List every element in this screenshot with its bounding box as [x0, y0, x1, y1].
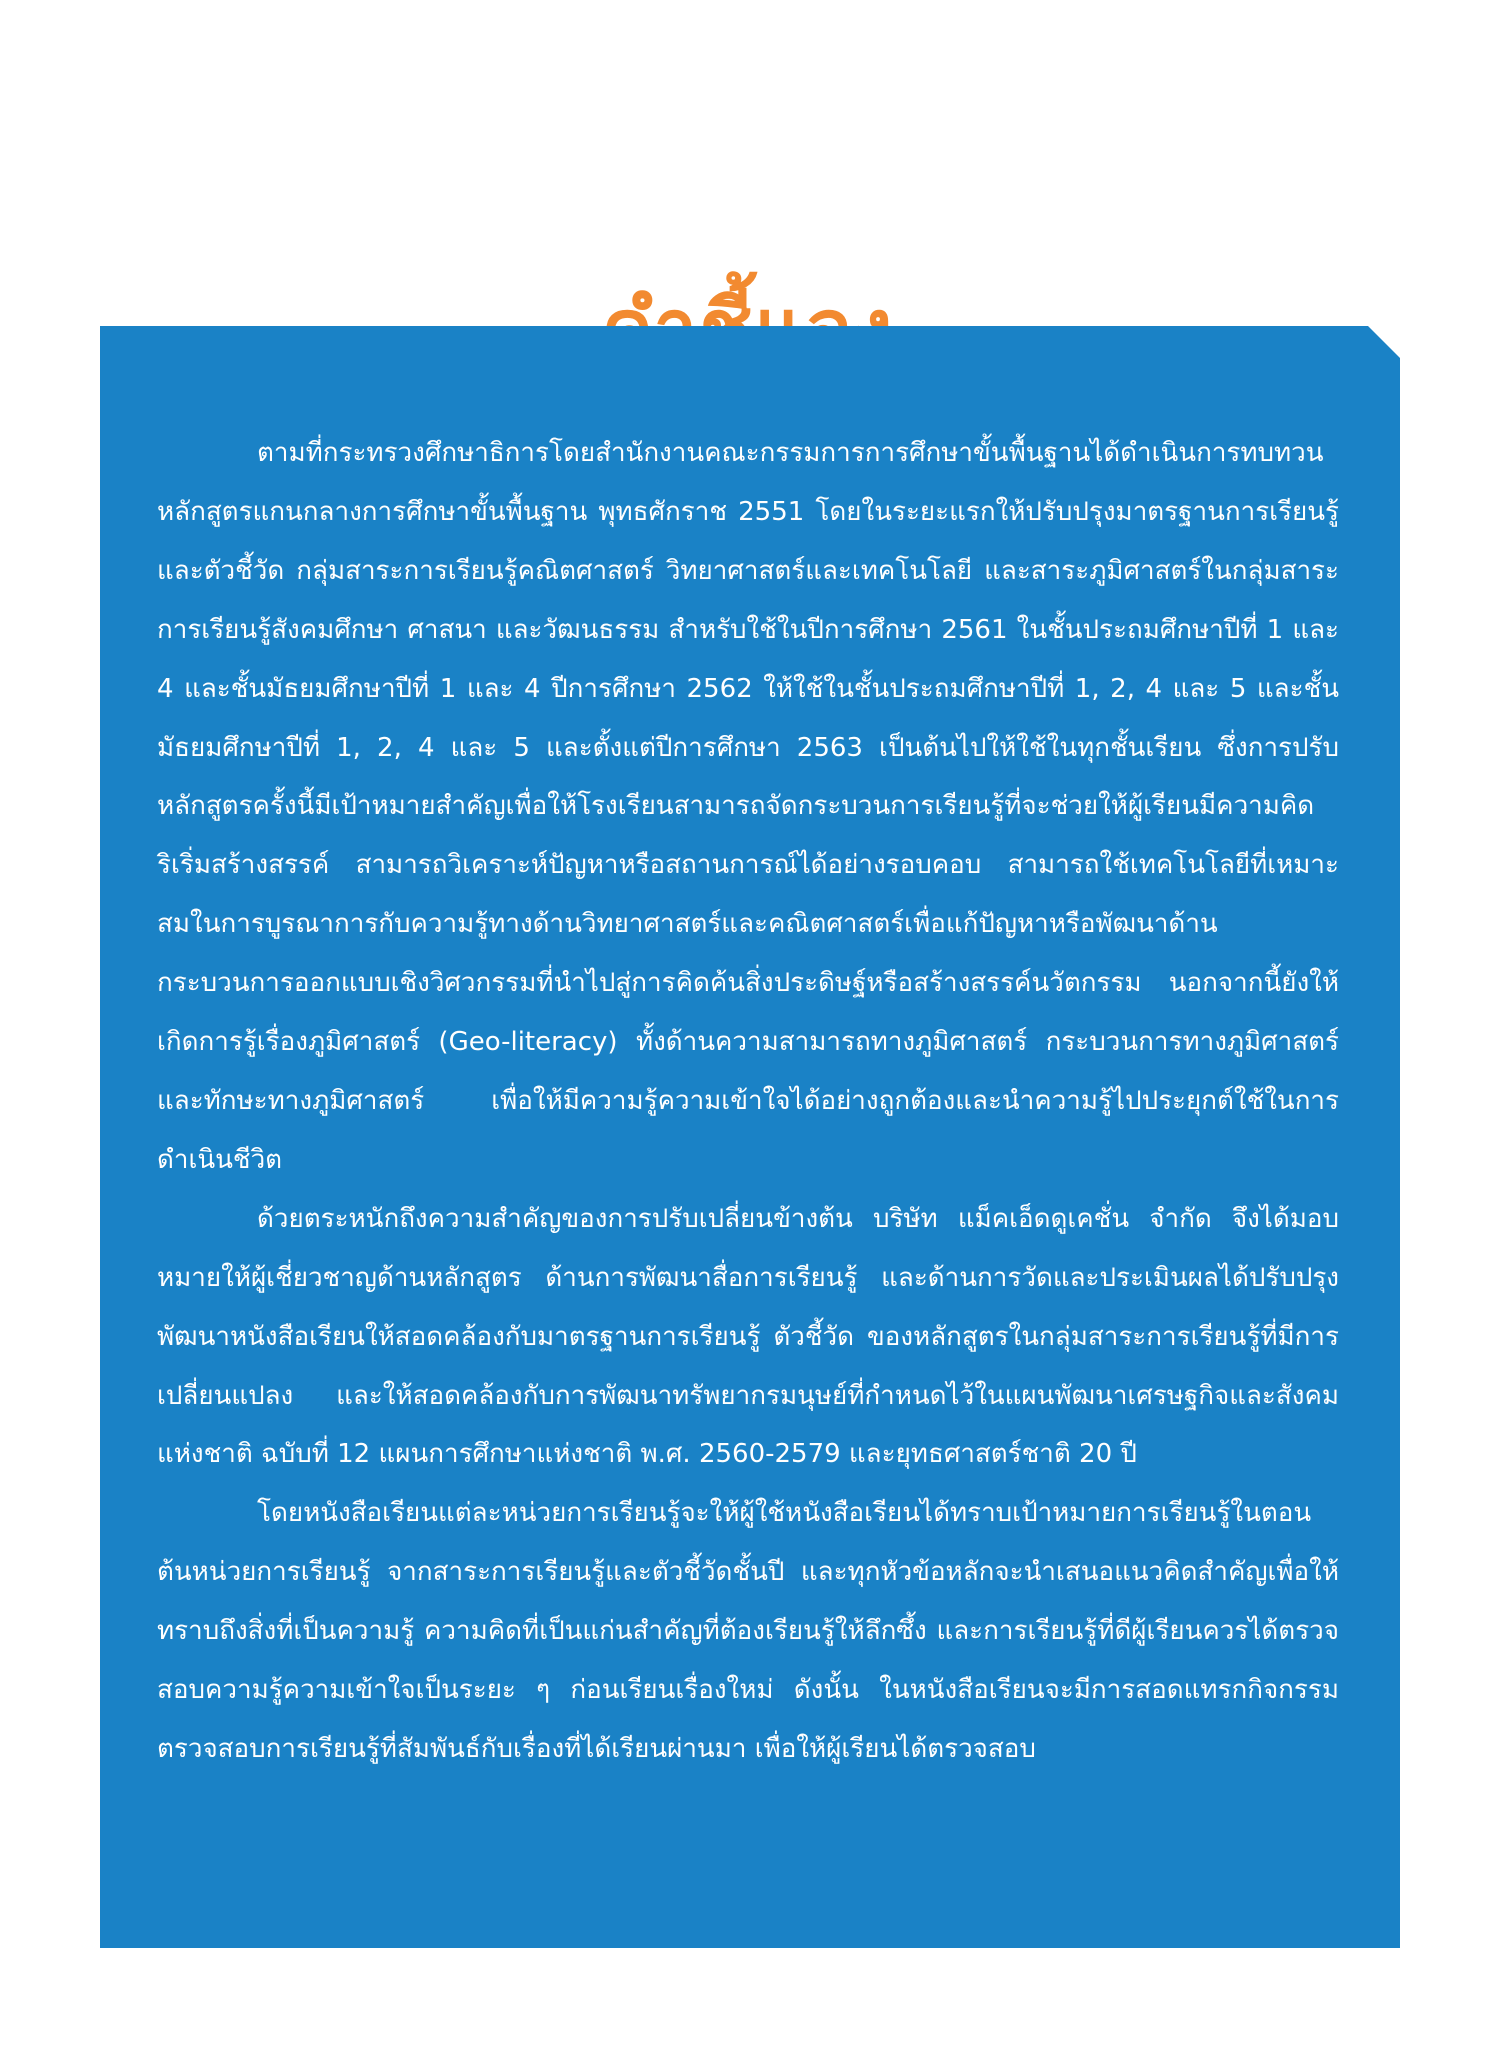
- content-body: [157, 424, 1339, 1779]
- paragraph-learning-units: โดยหนังสือเรียนแต่ละหน่วยการเรียนรู้จะให้ผู้ใช้หนังสือเรียนได้ทราบเป้าหมายการเรียนรู้ในตอนต้นหน่วยการเรียนรู้ จากสาระการเรียนรู้และตัวชี้วัดชั้นปี และทุกหัวข้อหลักจะนำเสนอแนวคิดสำคัญเพื่อให้ทราบถึงสิ่งที่เป็นความรู้ ความคิดที่เป็นแก่นสำคัญที่ต้องเรียนรู้ให้ลึกซึ้ง และการเรียนรู้ที่ดีผู้เรียนควรได้ตรวจสอบความรู้ความเข้าใจเป็นระยะ ๆ ก่อนเรียนเรื่องใหม่ ดังนั้น ในหนังสือเรียนจะมีการสอดแทรกกิจกรรมตรวจสอบการเรียนรู้ที่สัมพันธ์กับเรื่องที่ได้เรียนผ่านมา เพื่อให้ผู้เรียนได้ตรวจสอบ: [157, 1498, 1339, 1764]
- paragraph-curriculum-review: ตามที่กระทรวงศึกษาธิการโดยสำนักงานคณะกรรมการการศึกษาขั้นพื้นฐานได้ดำเนินการทบทวนหลักสูตรแกนกลางการศึกษาขั้นพื้นฐาน พุทธศักราช 2551 โดยในระยะแรกให้ปรับปรุงมาตรฐานการเรียนรู้และตัวชี้วัด กลุ่มสาระการเรียนรู้คณิตศาสตร์ วิทยาศาสตร์และเทคโนโลยี และสาระภูมิศาสตร์ในกลุ่มสาระการเรียนรู้สังคมศึกษา ศาสนา และวัฒนธรรม สำหรับใช้ในปีการศึกษา 2561 ในชั้นประถมศึกษาปีที่ 1 และ 4 และชั้นมัธยมศึกษาปีที่ 1 และ 4 ปีการศึกษา 2562 ให้ใช้ในชั้นประถมศึกษาปีที่ 1, 2, 4 และ 5 และชั้นมัธยมศึกษาปีที่ 1, 2, 4 และ 5 และตั้งแต่ปีการศึกษา 2563 เป็นต้นไปให้ใช้ในทุกชั้นเรียน ซึ่งการปรับหลักสูตรครั้งนี้มีเป้าหมายสำคัญเพื่อให้โรงเรียนสามารถจัดกระบวนการเรียนรู้ที่จะช่วยให้ผู้เรียนมีความคิดริเริ่มสร้างสรรค์ สามารถวิเคราะห์ปัญหาหรือสถานการณ์ได้อย่างรอบคอบ สามารถใช้เทคโนโลยีที่เหมาะสมในการบูรณาการกับความรู้ทางด้านวิทยาศาสตร์และคณิตศาสตร์เพื่อแก้ปัญหาหรือพัฒนาด้านกระบวนการออกแบบเชิงวิศวกรรมที่นำไปสู่การคิดค้นสิ่งประดิษฐ์หรือสร้างสรรค์นวัตกรรม นอกจากนี้ยังให้เกิดการรู้เรื่องภูมิศาสตร์ (Geo-literacy) ทั้งด้านความสามารถทางภูมิศาสตร์ กระบวนการทางภูมิศาสตร์ และทักษะทางภูมิศาสตร์ เพื่อให้มีความรู้ความเข้าใจได้อย่างถูกต้องและนำความรู้ไปประยุกต์ใช้ในการดำเนินชีวิต: [157, 438, 1339, 1175]
- paragraph-textbook-development: ด้วยตระหนักถึงความสำคัญของการปรับเปลี่ยนข้างต้น บริษัท แม็คเอ็ดดูเคชั่น จำกัด จึงได้มอบหมายให้ผู้เชี่ยวชาญด้านหลักสูตร ด้านการพัฒนาสื่อการเรียนรู้ และด้านการวัดและประเมินผลได้ปรับปรุงพัฒนาหนังสือเรียนให้สอดคล้องกับมาตรฐานการเรียนรู้ ตัวชี้วัด ของหลักสูตรในกลุ่มสาระการเรียนรู้ที่มีการเปลี่ยนแปลง และให้สอดคล้องกับการพัฒนาทรัพยากรมนุษย์ที่กำหนดไว้ในแผนพัฒนาเศรษฐกิจและสังคมแห่งชาติ ฉบับที่ 12 แผนการศึกษาแห่งชาติ พ.ศ. 2560-2579 และยุทธศาสตร์ชาติ 20 ปี: [157, 1203, 1339, 1470]
